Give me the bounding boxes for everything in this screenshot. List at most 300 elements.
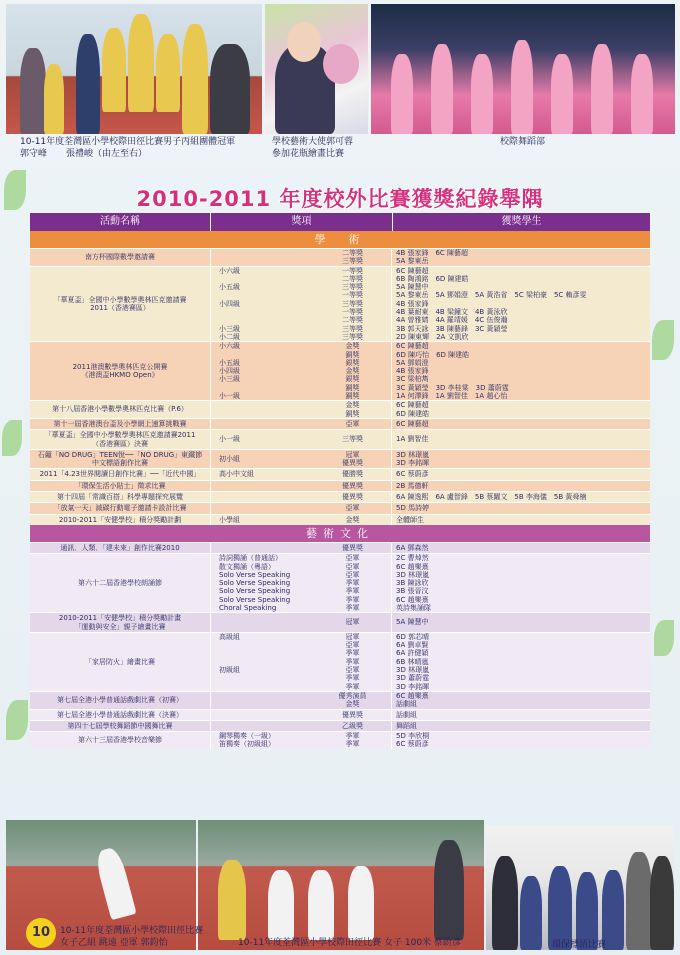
prize-label: 季軍 — [345, 682, 360, 691]
student-line: 英詩集誦隊 — [396, 603, 431, 612]
level-label: 小四級 — [219, 299, 240, 308]
leaf-decoration — [654, 620, 674, 656]
prize-label: 季軍 — [345, 595, 360, 604]
prize-label: 二等獎 — [342, 274, 363, 283]
table-row — [30, 429, 650, 449]
student-line: 3B 陳詠欣 — [396, 579, 429, 588]
students-cell — [391, 249, 650, 266]
activity-name — [73, 363, 168, 380]
prize-label: 亞軍 — [345, 419, 360, 428]
student-line: 6C 陳藝超 — [396, 419, 429, 428]
student-line: 3C 梁柏雋 — [396, 375, 429, 384]
table-row — [30, 542, 650, 553]
student-line: 5A 黎東岳 — [396, 257, 429, 266]
activity-cell — [30, 430, 210, 449]
activity-name-line: 第十八屆香港小學數學奧林匹克比賽（P.6） — [52, 405, 188, 414]
page-title: 2010-2011 年度校外比賽獲獎紀錄舉隅 — [136, 187, 544, 211]
table-row — [30, 400, 650, 418]
award-cell — [210, 267, 391, 342]
header-activity: 活動名稱 — [100, 216, 140, 227]
prize-label: 銅獎 — [345, 409, 360, 418]
activity-name-line: 2010-2011「安健學校」積分獎勵計畫 — [58, 614, 182, 623]
award-cell — [210, 492, 391, 502]
prize-list — [314, 554, 391, 612]
activity-cell — [30, 492, 210, 502]
students-cell — [391, 710, 650, 720]
prize-label: 冠軍 — [345, 618, 360, 627]
student-line: 4A 曾雅婧 4A 羅靖媛 4C 伍俊瀚 — [396, 316, 508, 325]
level-label: Solo Verse Speaking — [219, 579, 291, 588]
level-list — [211, 492, 314, 502]
student-line: 舞蹈組 — [396, 721, 417, 730]
student-line: 3D 林璟嵐 — [396, 450, 430, 459]
level-label — [219, 351, 314, 359]
prize-list — [314, 419, 391, 429]
award-cell — [210, 450, 391, 469]
students-cell — [391, 503, 650, 513]
activity-name-line: 第四十七屆學校舞蹈節中國舞比賽 — [67, 721, 173, 730]
activity-name-line: 2011（香港賽區） — [90, 303, 150, 312]
activity-cell — [30, 342, 210, 400]
student-line: 6C 趙樂熹 — [396, 595, 429, 604]
table-row — [30, 480, 650, 491]
prize-label: 銅獎 — [345, 392, 360, 401]
table-row — [30, 720, 650, 731]
activity-name-line: 「家居防火」繪畫比賽 — [85, 657, 155, 666]
level-list — [211, 249, 314, 266]
activity-cell — [30, 554, 210, 612]
students-cell — [391, 267, 650, 342]
level-label: 初小組 — [219, 454, 240, 463]
level-label — [219, 674, 314, 682]
prize-label: 季軍 — [345, 740, 360, 749]
prize-list — [314, 721, 391, 731]
prize-list — [314, 401, 391, 418]
photo-athletics-team — [6, 4, 262, 134]
table-body — [30, 231, 650, 749]
activity-name — [57, 711, 183, 719]
activity-name-line: 第七屆全港小學普通話戲劇比賽（決賽） — [57, 710, 183, 719]
student-line: 5A 陳慧中 — [396, 283, 429, 292]
level-list — [211, 692, 314, 709]
table-row — [30, 468, 650, 479]
prize-list — [314, 469, 391, 479]
prize-label: 冠軍 — [345, 450, 360, 459]
table-header — [30, 213, 650, 231]
caption-long-jump-name: 女子乙組 跳遠 亞軍 郭鈞怡 — [60, 938, 168, 948]
level-label: 笛獨奏（初級組） — [219, 740, 275, 749]
student-line: 3B 張晉汶 — [396, 587, 429, 596]
prize-label: 季軍 — [345, 674, 360, 683]
students-cell — [391, 430, 650, 449]
level-label: 小六級 — [219, 342, 240, 351]
level-label — [219, 641, 314, 649]
activity-cell — [30, 450, 210, 469]
level-label: 小學組 — [219, 515, 240, 524]
level-label — [219, 316, 314, 324]
award-cell — [210, 342, 391, 400]
student-line: 3D 李銘暉 — [396, 682, 430, 691]
prize-list — [314, 613, 391, 632]
level-label: Choral Speaking — [219, 603, 277, 612]
student-line: 全體師生 — [396, 515, 424, 524]
activity-cell — [30, 503, 210, 513]
student-line: 6C 陳藝超 — [396, 342, 429, 351]
student-line: 5A 陳慧中 — [396, 618, 429, 627]
level-list — [211, 419, 314, 429]
activity-name — [85, 253, 155, 261]
activity-cell — [30, 469, 210, 479]
prize-label: 季軍 — [345, 587, 360, 596]
award-cell — [210, 401, 391, 418]
student-line: 2B 馬德軒 — [396, 481, 429, 490]
photo-dance-team — [371, 4, 675, 134]
level-list — [211, 633, 314, 691]
activity-name-line: 第六十三屆香港學校音樂節 — [78, 736, 162, 745]
students-cell — [391, 401, 650, 418]
prize-label: 金獎 — [345, 515, 360, 524]
leaf-decoration — [6, 700, 28, 740]
prize-label: 季軍 — [345, 649, 360, 658]
student-line: 3D 蕭蔚霆 — [396, 674, 430, 683]
activity-cell — [30, 267, 210, 342]
prize-list — [314, 342, 391, 400]
student-line: 6C 蔡蔚彥 — [396, 740, 429, 749]
activity-name-line: 第十一屆香港澳台盃及小學網上速算挑戰賽 — [53, 419, 187, 428]
activity-name — [38, 451, 202, 468]
activity-name-line: 第七屆全港小學普通話戲劇比賽（初賽） — [57, 696, 183, 705]
activity-cell — [30, 543, 210, 553]
activity-name — [60, 544, 179, 552]
award-cell — [210, 554, 391, 612]
header-award: 獎項 — [210, 213, 392, 231]
level-label — [219, 658, 314, 666]
table-row — [30, 248, 650, 266]
activity-cell — [30, 613, 210, 632]
table-row — [30, 709, 650, 720]
prize-label: 乙級獎 — [342, 721, 363, 730]
student-line: 2C 曹焯然 — [396, 554, 429, 563]
leaf-decoration — [2, 420, 22, 456]
prize-label: 季軍 — [345, 579, 360, 588]
award-cell — [210, 543, 391, 553]
level-label — [219, 649, 314, 657]
level-label: 小四級 — [219, 367, 240, 376]
activity-cell — [30, 710, 210, 720]
student-line: 3D 林璟嵐 — [396, 570, 430, 579]
table-row — [30, 491, 650, 502]
award-cell — [210, 503, 391, 513]
caption-art-ambassador: 學校藝術大使郭可蓉 — [272, 137, 354, 147]
students-cell — [391, 450, 650, 469]
activity-name-line: 第六十二屆香港學校朗誦節 — [78, 579, 162, 588]
level-label — [219, 683, 314, 691]
prize-list — [314, 515, 391, 525]
level-list — [211, 430, 314, 449]
prize-label: 亞軍 — [345, 562, 360, 571]
activity-cell — [30, 633, 210, 691]
award-cell — [210, 732, 391, 749]
prize-label: 金獎 — [345, 401, 360, 410]
level-list — [211, 267, 314, 342]
level-list — [211, 554, 314, 612]
level-list — [211, 613, 314, 632]
student-line: 6D 陳建皓 — [396, 409, 430, 418]
prize-list — [314, 450, 391, 469]
award-cell — [210, 249, 391, 266]
award-cell — [210, 692, 391, 709]
prize-label: 亞軍 — [345, 570, 360, 579]
activity-name-line: 第十四屆「常識百搭」科學專題探究展覽 — [57, 493, 183, 502]
activity-cell — [30, 732, 210, 749]
prize-label: 一等獎 — [342, 308, 363, 317]
level-label — [219, 275, 314, 283]
level-label — [219, 384, 314, 392]
student-line: 3B 郭天詠 3B 陳藝鋒 3C 黃穎瑩 — [396, 324, 508, 333]
prize-label: 三等獎 — [342, 435, 363, 444]
activity-name — [57, 696, 183, 704]
activity-cell — [30, 419, 210, 429]
prize-label: 季軍 — [345, 657, 360, 666]
page-number: 10 — [26, 918, 56, 948]
activity-name-line: 通訊．人類．「建未來」創作比賽2010 — [60, 543, 180, 552]
activity-name — [68, 722, 173, 730]
student-line: 2D 陳東輝 2A 文凱欣 — [396, 332, 469, 341]
student-line: 6C 蔡蔚彥 — [396, 470, 429, 479]
level-list — [211, 450, 314, 469]
level-label: 高級組 — [219, 632, 240, 641]
activity-name — [59, 614, 181, 631]
prize-label: 二等獎 — [342, 249, 363, 257]
table-row — [30, 341, 650, 400]
level-label: Solo Verse Speaking — [219, 587, 291, 596]
table-row — [30, 691, 650, 709]
table-row — [30, 612, 650, 632]
level-label — [219, 308, 314, 316]
prize-label: 銅獎 — [345, 350, 360, 359]
caption-long-jump: 10-11年度荃灣區小學校際田徑比賽 — [60, 926, 204, 936]
activity-name-line: 「華夏盃」全國中小學數學奧林匹克邀請賽2011 — [44, 431, 196, 440]
activity-name-line: 「運動與安全」親子繪畫比賽 — [74, 622, 166, 631]
students-cell — [391, 492, 650, 502]
level-list — [211, 342, 314, 400]
awards-table — [30, 213, 650, 749]
activity-name-line: 「環保生活小貼士」徵求比賽 — [74, 481, 166, 490]
activity-cell — [30, 515, 210, 525]
activity-name — [57, 493, 183, 501]
prize-list — [314, 503, 391, 513]
prize-label: 優異獎 — [342, 459, 363, 468]
level-list — [211, 721, 314, 731]
prize-label: 季軍 — [345, 732, 360, 741]
student-line: 6A 許健穎 — [396, 649, 429, 658]
student-line: 1A 何澤鋒 1A 劉智佳 1A 趙心怡 — [396, 392, 508, 401]
prize-label: 優異獎 — [342, 493, 363, 502]
prize-label: 優秀演員 — [338, 691, 367, 700]
prize-label: 季軍 — [345, 603, 360, 612]
student-line: 4B 張家鋒 6C 陳藝超 — [396, 249, 469, 257]
prize-list — [314, 633, 391, 691]
level-label: 小二級 — [219, 332, 240, 341]
activity-cell — [30, 692, 210, 709]
student-line: 6C 陳藝超 — [396, 266, 429, 275]
level-list — [211, 469, 314, 479]
activity-name — [85, 658, 155, 666]
students-cell — [391, 342, 650, 400]
student-line: 6A 陳逸熙 6A 盧智鋒 5B 蔡躍文 5B 李海儀 5B 黃舜楠 — [396, 493, 587, 502]
award-cell — [210, 515, 391, 525]
prize-label: 優異獎 — [342, 710, 363, 719]
activity-cell — [30, 721, 210, 731]
activity-name — [59, 516, 181, 524]
student-line: 6C 趙樂熹 — [396, 691, 429, 700]
table-row — [30, 553, 650, 612]
level-label: 小三級 — [219, 324, 240, 333]
photo-art-ambassador — [265, 4, 368, 134]
prize-label: 冠軍 — [345, 632, 360, 641]
activity-name-line: 「華夏盃」全國中小學數學奧林匹克邀請賽 — [53, 295, 187, 304]
level-list — [211, 732, 314, 749]
student-line: 4B 張家鋒 — [396, 367, 429, 376]
prize-label: 銀獎 — [345, 375, 360, 384]
prize-label: 金獎 — [345, 342, 360, 351]
students-cell — [391, 613, 650, 632]
prize-label: 金獎 — [345, 367, 360, 376]
student-line: 3C 黃穎瑩 3D 李桂棠 3D 蕭蔚霆 — [396, 383, 509, 392]
level-label: 散文獨誦（粵語） — [219, 562, 275, 571]
activity-name — [45, 431, 196, 448]
section-title: 學 術 — [30, 231, 650, 248]
level-label: Solo Verse Speaking — [219, 570, 291, 579]
student-line: 6D 陳巧怡 6D 陳建皓 — [396, 350, 470, 359]
student-line: 6A 鄧森然 — [396, 543, 429, 552]
prize-label: 三等獎 — [342, 324, 363, 333]
caption-athletics-names-b: 張禮峻（由左至右） — [66, 149, 148, 159]
table-row — [30, 514, 650, 525]
activity-name — [54, 420, 187, 428]
prize-list — [314, 249, 391, 266]
prize-label: 三等獎 — [342, 299, 363, 308]
prize-label: 銅獎 — [345, 383, 360, 392]
activity-cell — [30, 249, 210, 266]
activity-name — [52, 405, 188, 413]
award-cell — [210, 613, 391, 632]
prize-label: 優異獎 — [342, 481, 363, 490]
level-label — [219, 291, 314, 299]
student-line: 話劇組 — [396, 710, 417, 719]
prize-list — [314, 492, 391, 502]
level-label: 小五級 — [219, 283, 240, 292]
section-title: 藝術文化 — [30, 525, 650, 542]
level-list — [211, 481, 314, 491]
activity-name — [78, 579, 162, 587]
award-cell — [210, 481, 391, 491]
prize-label: 一等獎 — [342, 266, 363, 275]
prize-label: 銀獎 — [345, 358, 360, 367]
student-line: 3D 李銘暉 — [396, 459, 430, 468]
activity-name-line: 「放氣一天」減碳行動電子邀請卡設計比賽 — [53, 504, 187, 513]
level-list — [211, 710, 314, 720]
activity-name — [40, 470, 201, 478]
leaf-decoration — [652, 320, 674, 360]
activity-name — [75, 482, 166, 490]
students-cell — [391, 481, 650, 491]
level-label: 小五級 — [219, 358, 240, 367]
student-line: 1A 劉智佳 — [396, 435, 429, 444]
prize-label: 三等獎 — [342, 257, 363, 266]
prize-label: 三等獎 — [342, 332, 363, 341]
student-line: 5D 李欣桐 — [396, 732, 430, 741]
level-label: 鋼琴獨奏（一級） — [219, 732, 275, 741]
caption-athletics-team: 10-11年度荃灣區小學校際田徑比賽男子丙組團體冠軍 — [20, 137, 236, 147]
prize-label: 優異獎 — [342, 543, 363, 552]
activity-cell — [30, 401, 210, 418]
student-line: 6D 郭芯晴 — [396, 632, 430, 641]
table-row — [30, 502, 650, 513]
student-line: 6A 劉卓賢 — [396, 641, 429, 650]
activity-name-line: 2011「4.23世界閱讀日創作比賽」──「近代中國」 — [39, 470, 201, 479]
award-cell — [210, 633, 391, 691]
level-label: 小六級 — [219, 266, 240, 275]
caption-athletics-names-a: 郭守峰 — [20, 149, 48, 159]
header-students: 獲獎學生 — [392, 213, 650, 231]
level-label: 小一級 — [219, 435, 240, 444]
activity-name-line: 南方杯國際數學邀請賽 — [85, 253, 155, 262]
activity-name-line: （香港賽區）決賽 — [91, 439, 148, 448]
prize-list — [314, 430, 391, 449]
prize-label: 亞軍 — [345, 554, 360, 563]
caption-100m: 10-11年度荃灣區小學校際田徑比賽 女子 100米 蔡蔚彥 — [238, 938, 461, 948]
caption-art-competition: 參加花瓶繪畫比賽 — [272, 149, 345, 159]
table-row — [30, 449, 650, 469]
table-row — [30, 731, 650, 749]
prize-list — [314, 732, 391, 749]
table-row — [30, 418, 650, 429]
table-row — [30, 266, 650, 342]
students-cell — [391, 732, 650, 749]
award-cell — [210, 710, 391, 720]
student-line: 5D 馬詩婷 — [396, 504, 430, 513]
level-list — [211, 401, 314, 418]
level-label: 小三級 — [219, 375, 240, 384]
student-line: 4B 張家鋒 — [396, 299, 429, 308]
prize-label: 優勝獎 — [342, 470, 363, 479]
prize-label: 三等獎 — [342, 283, 363, 292]
photo-100m-race — [198, 820, 484, 950]
student-line: 6B 陶鴻銘 6D 陳建皓 — [396, 274, 469, 283]
prize-list — [314, 481, 391, 491]
students-cell — [391, 633, 650, 691]
activity-name — [78, 736, 162, 744]
students-cell — [391, 469, 650, 479]
students-cell — [391, 692, 650, 709]
prize-list — [314, 543, 391, 553]
activity-name-line: 石籬「NO DRUG」TEEN悅──「NO DRUG」東鐵節 — [37, 450, 203, 459]
prize-label: 亞軍 — [345, 504, 360, 513]
student-line: 話劇組 — [396, 700, 417, 709]
prize-list — [314, 267, 391, 342]
activity-name-line: 中文標語創作比賽 — [92, 459, 148, 468]
student-line: 6B 林晴嵐 — [396, 657, 429, 666]
activity-cell — [30, 481, 210, 491]
caption-slogan-award: 環保標語比賽 — [552, 940, 607, 950]
students-cell — [391, 543, 650, 553]
students-cell — [391, 419, 650, 429]
prize-label: 二等獎 — [342, 316, 363, 325]
level-label: 詩詞獨誦（普通話） — [219, 554, 282, 563]
prize-list — [314, 710, 391, 720]
level-list — [211, 543, 314, 553]
